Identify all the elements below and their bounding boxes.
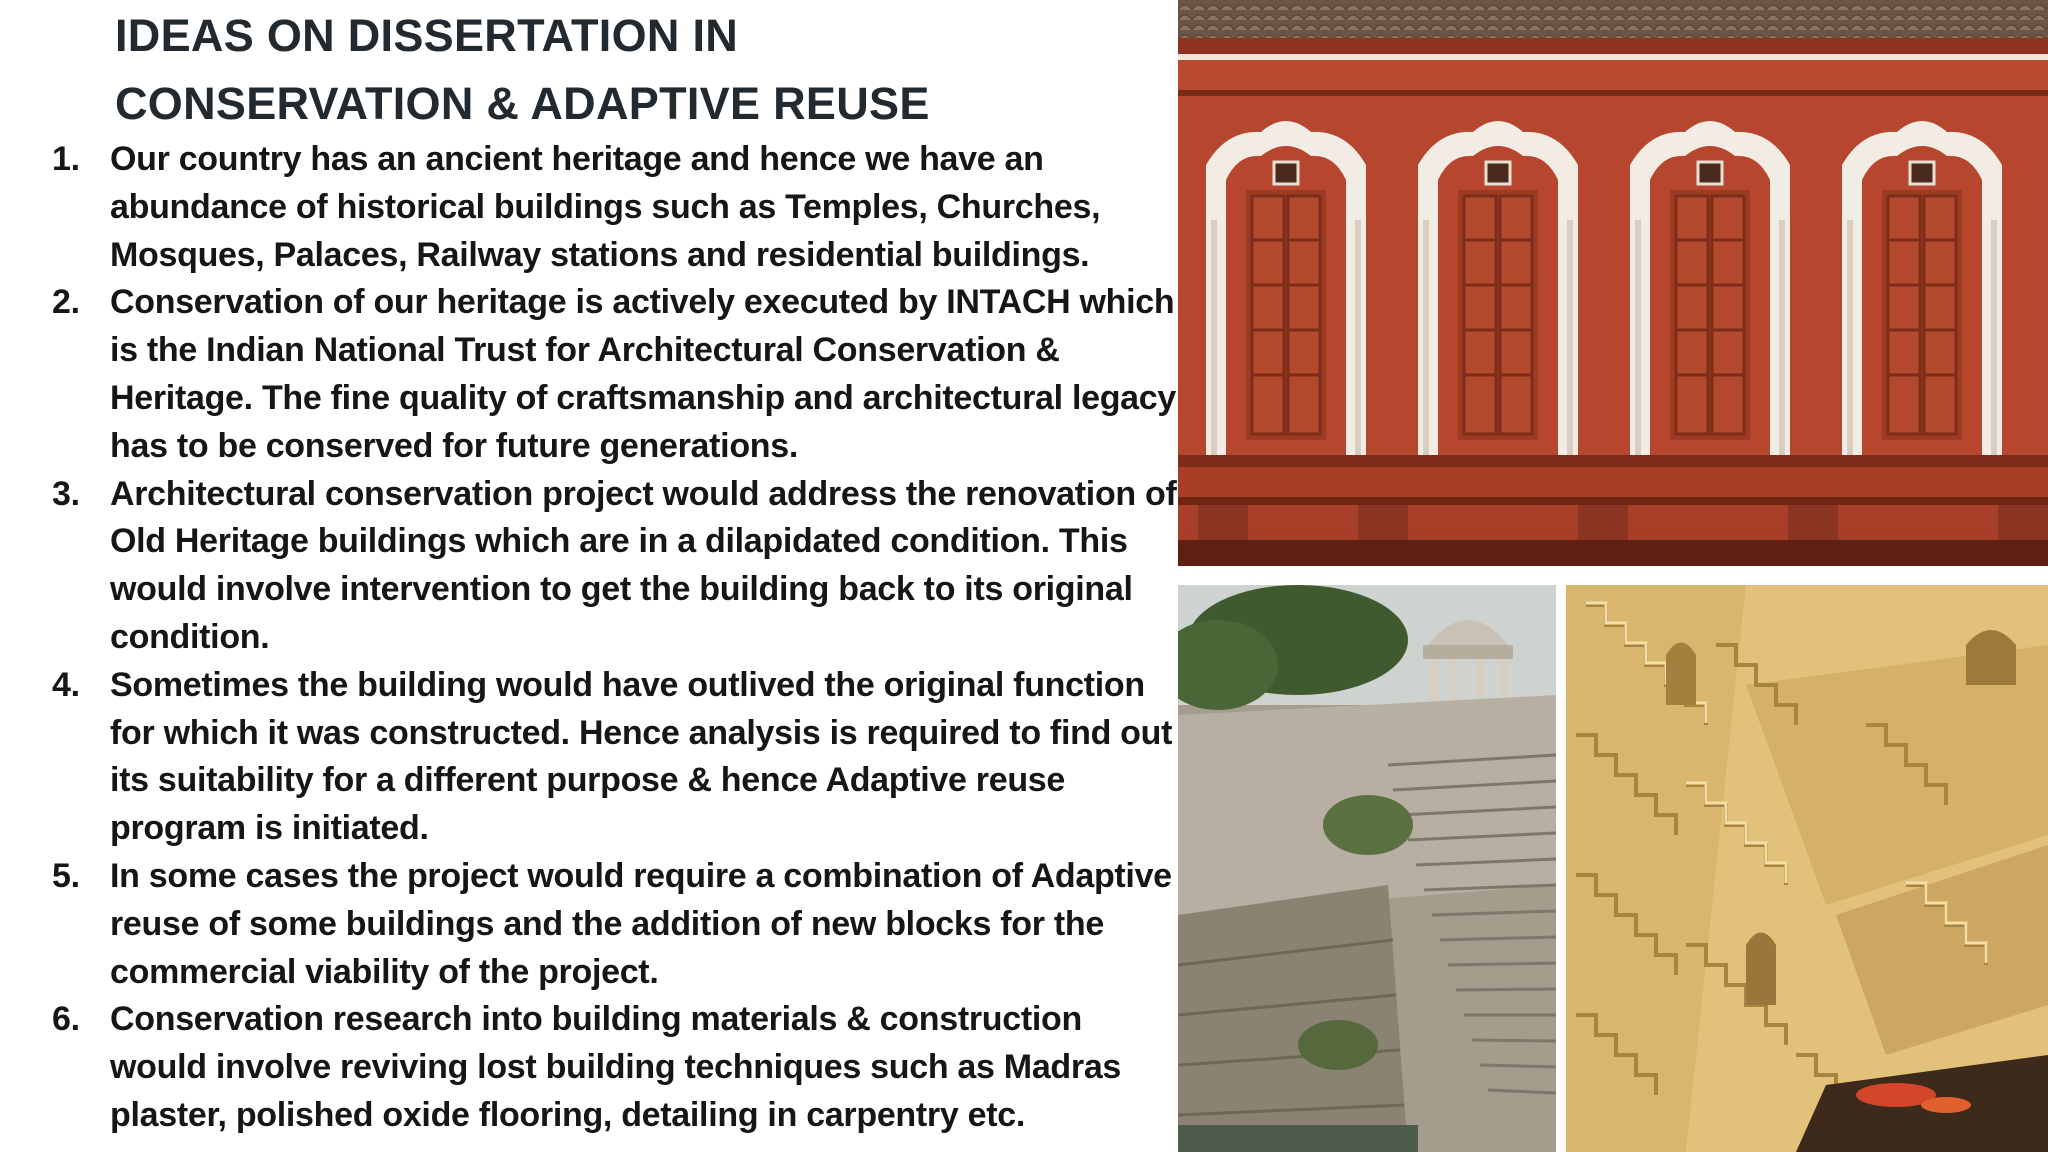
title-line-2: CONSERVATION & ADAPTIVE REUSE	[115, 78, 930, 129]
list-item-number: 6.	[52, 1000, 80, 1039]
list-item	[48, 662, 1178, 853]
list-item	[48, 136, 1178, 279]
list-item-text: Conservation research into building materials & construction would involve reviving lost building techniques such as Madras plaster, polished oxide flooring, detailing in carpentry etc.	[110, 1000, 1122, 1134]
list-item-text: In some cases the project would require a combination of Adaptive reuse of some buildings and the addition of new blocks for the commercial viability of the project.	[110, 856, 1172, 991]
list-item-text: Our country has an ancient heritage and hence we have an abundance of historical buildings such as Temples, Churches, Mosques, Palaces, Railway stations and residential buildings.	[110, 140, 1101, 274]
list-item	[48, 996, 1178, 1139]
list-item	[48, 279, 1178, 470]
stepwell-photo-right	[1566, 585, 2048, 1152]
list-item	[48, 853, 1178, 996]
list-item-number: 5.	[52, 856, 80, 895]
heritage-facade-photo	[1178, 0, 2048, 566]
stepwell-photo-left	[1178, 585, 1556, 1152]
slide-title	[115, 2, 1165, 138]
list-item-number: 1.	[52, 140, 80, 178]
list-item-text: Sometimes the building would have outlived the original function for which it was constructed. Hence analysis is required to find out its suitability for a different purpose & hence Adaptive reuse program is initiated.	[110, 665, 1173, 848]
list-item-number: 3.	[52, 474, 80, 513]
list-item-text: Architectural conservation project would address the renovation of Old Heritage buildings which are in a dilapidated condition. This would involve intervention to get the building back to its original condition.	[110, 474, 1177, 656]
list-item-text: Conservation of our heritage is actively executed by INTACH which is the Indian National Trust for Architectural Conservation & Heritage. The fine quality of craftsmanship and architectural legacy has to be conserved for future generations.	[110, 283, 1177, 465]
title-line-1: IDEAS ON DISSERTATION IN	[115, 10, 739, 61]
list-item	[48, 471, 1178, 662]
list-item-number: 4.	[52, 665, 80, 704]
list-item-number: 2.	[52, 283, 80, 322]
points-list	[48, 136, 1178, 1140]
